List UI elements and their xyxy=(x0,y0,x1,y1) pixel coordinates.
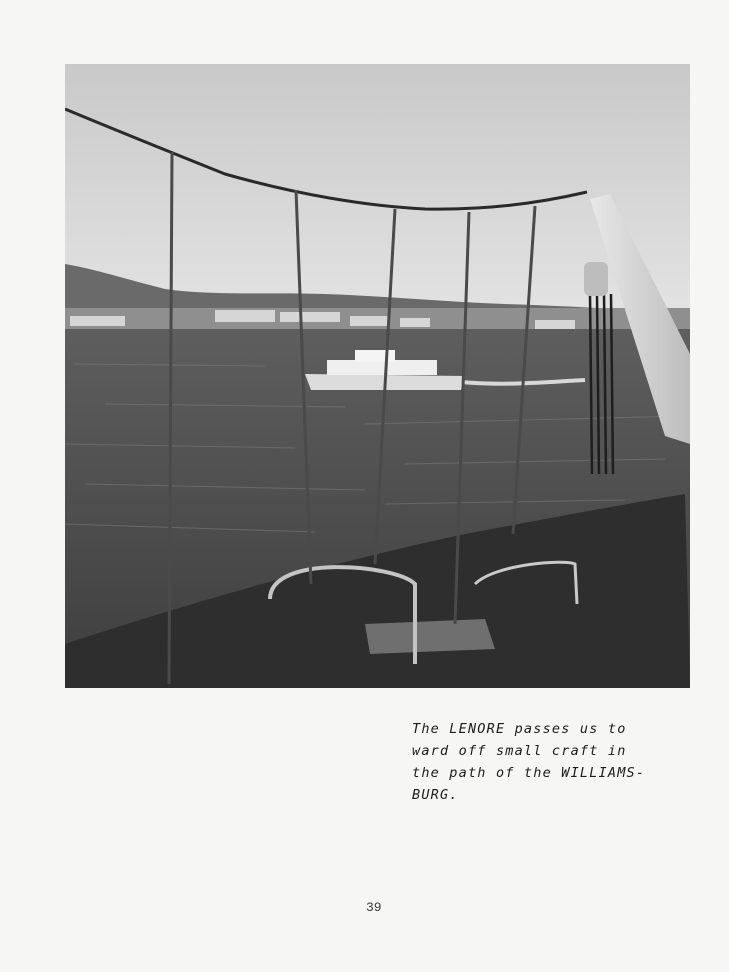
caption-line: The LENORE passes us to xyxy=(412,721,627,737)
crane-block xyxy=(584,262,608,296)
photograph-lenore-passing xyxy=(65,64,690,688)
caption-line: BURG. xyxy=(412,787,459,803)
photo-illustration xyxy=(65,64,690,688)
photo-caption xyxy=(412,718,662,806)
page-number: 39 xyxy=(366,900,382,915)
caption-line: ward off small craft in xyxy=(412,743,627,759)
caption-line: the path of the WILLIAMS- xyxy=(412,765,646,781)
deck-hatch xyxy=(365,619,495,654)
